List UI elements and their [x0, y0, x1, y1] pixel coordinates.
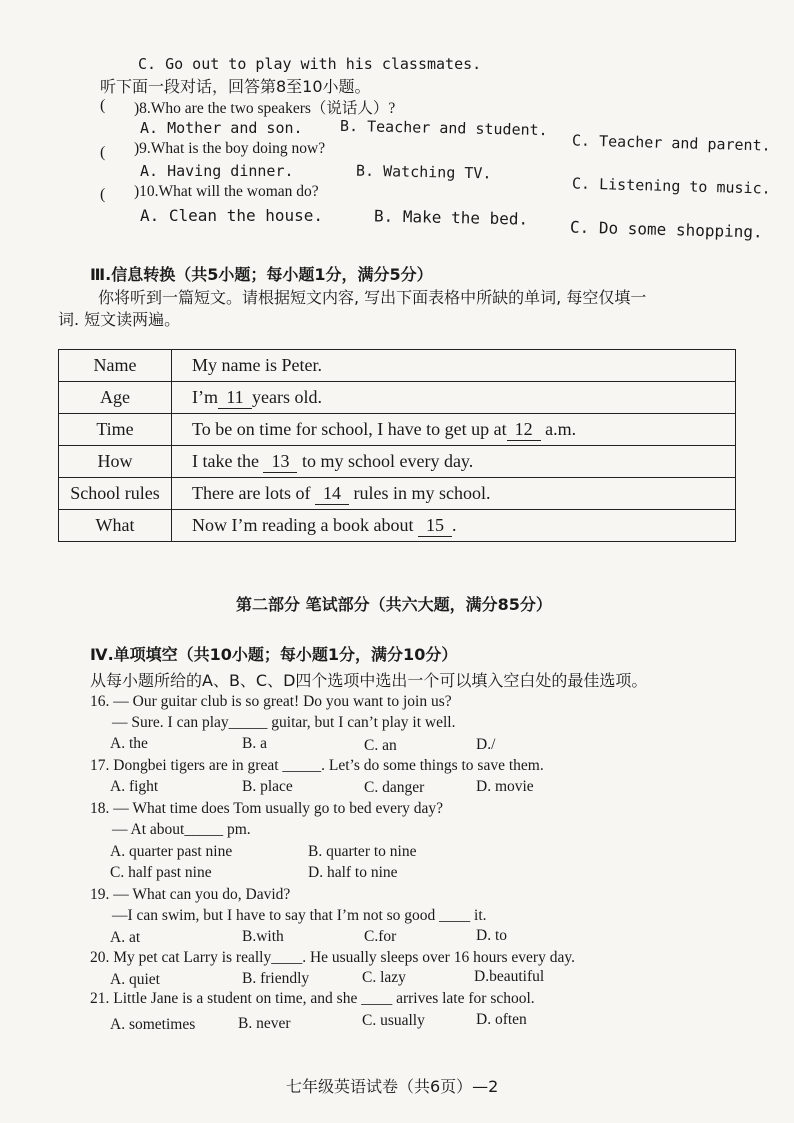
row-text: My name is Peter. — [172, 350, 736, 382]
q10-option-b: B. Make the bed. — [373, 206, 529, 229]
table-row — [59, 446, 736, 478]
answer-blank-12[interactable]: 12 — [507, 419, 541, 441]
q16-line1: 16. — Our guitar club is so great! Do you want to join us? — [90, 693, 452, 710]
row-text-pre: I’m — [192, 386, 218, 407]
section3-intro-line2: 词. 短文读两遍。 — [58, 310, 181, 329]
row-text-pre: To be on time for school, I have to get up at — [192, 418, 507, 439]
row-text-pre: Now I’m reading a book about — [192, 514, 414, 535]
row-text-post: . — [451, 514, 457, 535]
answer-paren-9: ( — [100, 144, 106, 161]
row-text — [172, 478, 736, 510]
section3-intro-line1: 你将听到一篇短文。请根据短文内容, 写出下面表格中所缺的单词, 每空仅填一 — [98, 288, 647, 307]
q10-stem: )10.What will the woman do? — [134, 183, 319, 200]
row-text-pre: There are lots of — [192, 482, 311, 503]
row-key: How — [59, 446, 172, 478]
q17-option-b: B. place — [242, 778, 293, 795]
page-footer: 七年级英语试卷（共6页）—2 — [286, 1077, 499, 1096]
row-key: School rules — [59, 478, 172, 510]
row-text-post: a.m. — [545, 418, 577, 439]
q20-line1: 20. My pet cat Larry is really____. He usually sleeps over 16 hours every day. — [90, 949, 575, 966]
section4-heading: Ⅳ.单项填空（共10小题；每小题1分，满分10分） — [90, 645, 458, 664]
part2-heading: 第二部分 笔试部分（共六大题，满分85分） — [236, 595, 552, 614]
q17-line1: 17. Dongbei tigers are in great _____. Let’s do some things to save them. — [90, 757, 544, 774]
row-text-post: rules in my school. — [353, 482, 491, 503]
q7-option-c: C. Go out to play with his classmates. — [138, 55, 482, 73]
q9-option-b: B. Watching TV. — [355, 161, 492, 183]
row-text-post: years old. — [252, 386, 322, 407]
q21-option-a: A. sometimes — [110, 1016, 196, 1033]
answer-blank-13[interactable]: 13 — [263, 451, 297, 473]
q19-option-b: B.with — [242, 928, 284, 945]
section4-intro: 从每小题所给的A、B、C、D四个选项中选出一个可以填入空白处的最佳选项。 — [90, 671, 648, 690]
q9-option-c: C. Listening to music. — [571, 174, 771, 198]
q20-option-b: B. friendly — [242, 970, 310, 987]
q10-option-c: C. Do some shopping. — [569, 217, 763, 242]
q18-option-c: C. half past nine — [110, 864, 212, 881]
answer-blank-14[interactable]: 14 — [315, 483, 349, 505]
q19-option-c: C.for — [364, 928, 397, 945]
q17-option-a: A. fight — [110, 778, 159, 795]
table-row — [59, 414, 736, 446]
q8-option-c: C. Teacher and parent. — [571, 131, 771, 155]
q19-option-a: A. at — [110, 929, 141, 946]
q18-option-d: D. half to nine — [308, 864, 398, 881]
q9-stem: )9.What is the boy doing now? — [134, 140, 326, 157]
q8-option-b: B. Teacher and student. — [339, 116, 548, 140]
q21-line1: 21. Little Jane is a student on time, and she ____ arrives late for school. — [90, 990, 535, 1007]
q21-option-d: D. often — [476, 1011, 527, 1028]
row-text-pre: I take the — [192, 450, 259, 471]
row-text-post: to my school every day. — [301, 450, 474, 471]
answer-blank-15[interactable]: 15 — [418, 515, 452, 537]
q16-line2: — Sure. I can play_____ guitar, but I can’t play it well. — [112, 714, 456, 731]
row-key: What — [59, 510, 172, 542]
q20-option-d: D.beautiful — [474, 968, 545, 985]
row-text — [172, 414, 736, 446]
q20-option-c: C. lazy — [362, 969, 406, 986]
q19-line1: 19. — What can you do, David? — [90, 886, 291, 903]
q16-option-c: C. an — [364, 737, 397, 754]
row-text — [172, 382, 736, 414]
q18-line1: 18. — What time does Tom usually go to bed every day? — [90, 800, 444, 817]
answer-blank-11[interactable]: 11 — [218, 387, 252, 409]
q16-option-d: D./ — [476, 736, 496, 753]
info-table — [58, 349, 736, 542]
q18-option-a: A. quarter past nine — [110, 843, 233, 860]
q19-option-d: D. to — [476, 927, 507, 944]
row-key: Name — [59, 350, 172, 382]
q21-option-c: C. usually — [362, 1012, 425, 1029]
row-key: Time — [59, 414, 172, 446]
q21-option-b: B. never — [238, 1015, 291, 1032]
table-row — [59, 510, 736, 542]
q18-line2: — At about_____ pm. — [112, 821, 251, 838]
q9-option-a: A. Having dinner. — [140, 162, 294, 180]
listening-instruction: 听下面一段对话，回答第8至10小题。 — [100, 77, 371, 96]
table-row — [59, 478, 736, 510]
q8-stem: )8.Who are the two speakers（说话人）? — [134, 100, 396, 117]
row-key: Age — [59, 382, 172, 414]
q10-option-a: A. Clean the house. — [140, 206, 324, 225]
q17-option-c: C. danger — [364, 779, 425, 796]
table-row — [59, 382, 736, 414]
table-row — [59, 350, 736, 382]
q19-line2: —I can swim, but I have to say that I’m not so good ____ it. — [112, 907, 487, 924]
q18-option-b: B. quarter to nine — [308, 843, 417, 860]
q20-option-a: A. quiet — [110, 971, 160, 988]
row-text — [172, 510, 736, 542]
section3-heading: Ⅲ.信息转换（共5小题；每小题1分，满分5分） — [90, 265, 433, 284]
q17-option-d: D. movie — [476, 778, 534, 795]
answer-paren-10: ( — [100, 186, 106, 203]
q16-option-a: A. the — [110, 735, 148, 752]
q16-option-b: B. a — [242, 735, 267, 752]
q8-option-a: A. Mother and son. — [140, 119, 303, 137]
row-text — [172, 446, 736, 478]
answer-paren-8: ( — [100, 97, 106, 114]
